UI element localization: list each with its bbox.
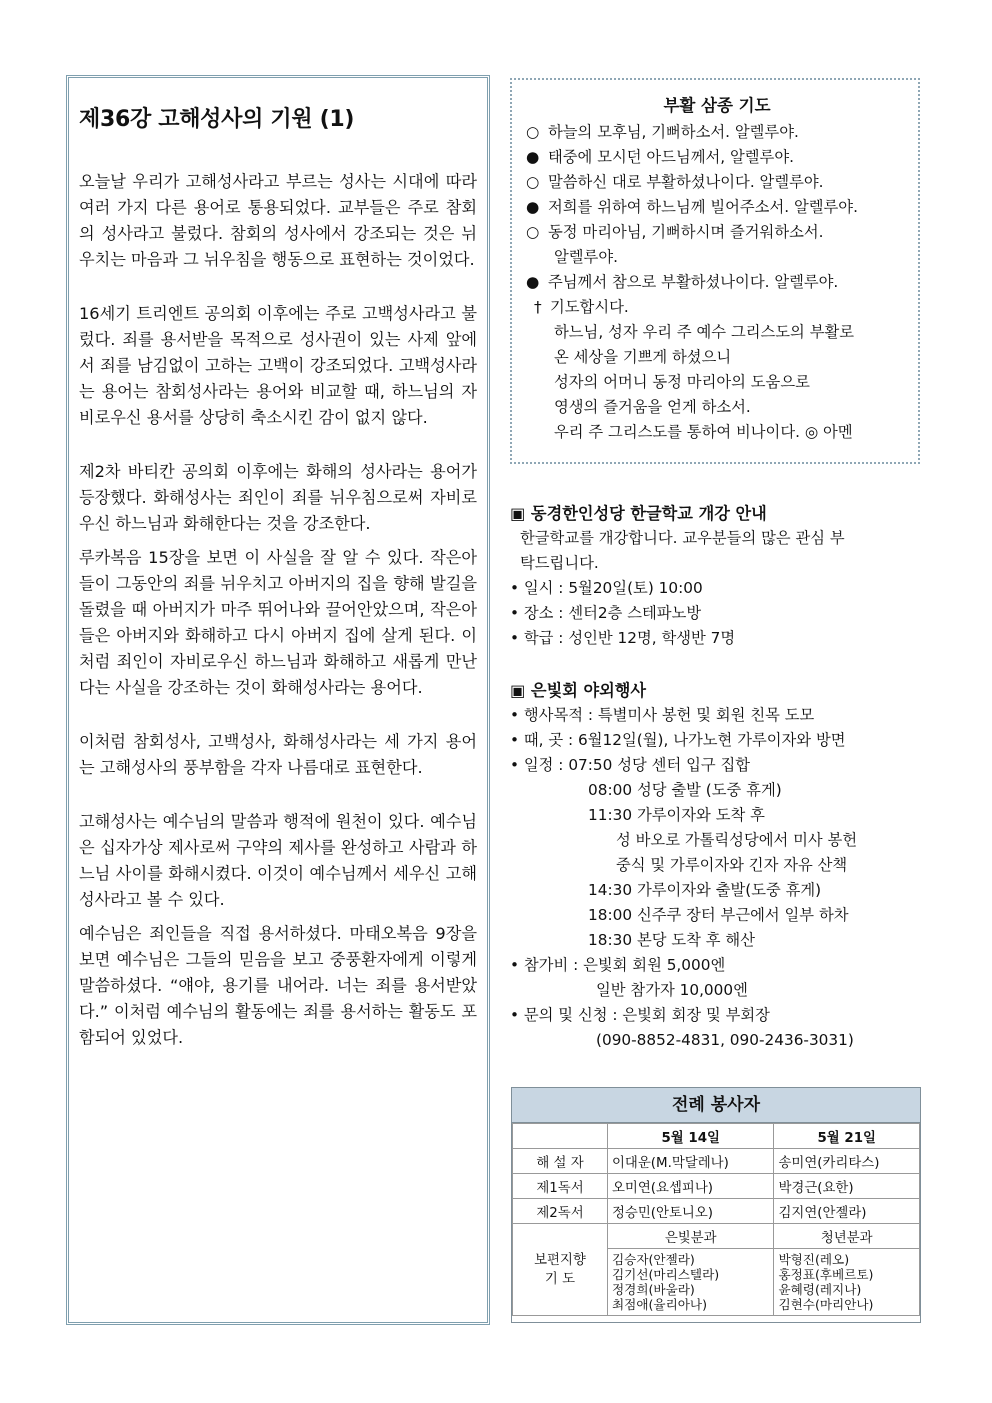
cross-icon: † [534, 298, 542, 316]
filled-circle-icon: ● [526, 198, 540, 216]
school-notice-item: • 학급 : 성인반 12명, 학생반 7명 [510, 629, 736, 647]
prayer-box [510, 78, 920, 464]
table-row [513, 1149, 920, 1174]
outing-schedule-line: 중식 및 가루이자와 긴자 자유 산책 [616, 856, 848, 874]
date-header: 5월 14일 [608, 1124, 774, 1149]
servers-table-title: 전례 봉사자 [512, 1088, 920, 1123]
outing-item: • 일정 : 07:50 성당 센터 입구 집합 [510, 756, 751, 774]
filled-circle-icon: ● [526, 273, 540, 291]
outing-notice [510, 678, 930, 1053]
server-name-list: 박형진(레오) 홍정표(후베르토) 윤혜령(레지나) 김현수(마리안나) [774, 1249, 920, 1316]
outing-schedule-line: 08:00 성당 출발 (도중 휴게) [588, 781, 782, 799]
server-name: 오미연(요셉피나) [608, 1174, 774, 1199]
school-notice-text: 탁드립니다. [520, 554, 599, 572]
servers-grid [512, 1123, 920, 1316]
role-label: 보편지향 기 도 [513, 1224, 608, 1316]
prayer-line: † 기도합시다. [526, 295, 908, 320]
empty-circle-icon: ○ [526, 223, 540, 241]
prayer-line: 온 세상을 기쁘게 하셨으니 [554, 348, 732, 366]
outing-item: 일반 참가자 10,000엔 [596, 981, 748, 999]
empty-circle-icon: ○ [526, 123, 540, 141]
server-name: 송미연(카리타스) [774, 1149, 920, 1174]
role-label: 제1독서 [513, 1174, 608, 1199]
filled-circle-icon: ● [526, 148, 540, 166]
server-name: 박경근(요한) [774, 1174, 920, 1199]
outing-schedule-line: 18:30 본당 도착 후 해산 [588, 931, 755, 949]
school-notice [510, 501, 930, 651]
group-header: 청년분과 [774, 1224, 920, 1249]
prayer-line: 영생의 즐거움을 얻게 하소서. [554, 398, 751, 416]
lecture-paragraph-5: 이처럼 참회성사, 고백성사, 화해성사라는 세 가지 용어는 고해성사의 풍부함을 각자 나름대로 표현한다. [79, 732, 477, 777]
outing-schedule-line: 11:30 가루이자와 도착 후 [588, 806, 765, 824]
prayer-line: ● 저희를 위하여 하느님께 빌어주소서. 알렐루야. [526, 195, 908, 220]
table-row [513, 1199, 920, 1224]
school-notice-item: • 일시 : 5월20일(토) 10:00 [510, 579, 703, 597]
prayer-line: ● 주님께서 참으로 부활하셨나이다. 알렐루야. [526, 270, 908, 295]
lecture-paragraph-7: 예수님은 죄인들을 직접 용서하셨다. 마태오복음 9장을 보면 예수님은 그들의 믿음을 보고 중풍환자에게 이렇게 말씀하셨다. “얘야, 용기를 내어라. 너는 죄를 용서받았다.” 이처럼 예수님의 활동에는 죄를 용서하는 활동도 포함되어 있었다. [79, 924, 477, 1047]
prayer-title: 부활 삼종 기도 [663, 96, 771, 115]
liturgy-servers-table [511, 1087, 921, 1323]
role-label: 해 설 자 [513, 1149, 608, 1174]
group-header: 은빛분과 [608, 1224, 774, 1249]
table-row [513, 1224, 920, 1249]
school-notice-title: ▣ 동경한인성당 한글학교 개강 안내 [510, 504, 767, 523]
server-name: 이대운(M.막달레나) [608, 1149, 774, 1174]
outing-schedule-line: 18:00 신주쿠 장터 부근에서 일부 하차 [588, 906, 849, 924]
prayer-line: ● 태중에 모시던 아드님께서, 알렐루야. [526, 145, 908, 170]
lecture-paragraph-1: 오늘날 우리가 고해성사라고 부르는 성사는 시대에 따라 여러 가지 다른 용어로 통용되었다. 교부들은 주로 참회의 성사라고 불렀다. 참회의 성사에서 강조되는 것은 뉘우치는 마음과 그 뉘우침을 행동으로 표현하는 것이었다. [79, 172, 477, 269]
prayer-line: 알렐루야. [554, 248, 618, 266]
outing-item: • 때, 곳 : 6월12일(월), 나가노현 가루이자와 방면 [510, 731, 846, 749]
table-row [513, 1124, 920, 1149]
outing-item: • 참가비 : 은빛회 회원 5,000엔 [510, 956, 726, 974]
lecture-box [66, 75, 490, 1325]
prayer-line: ○ 말씀하신 대로 부활하셨나이다. 알렐루야. [526, 170, 908, 195]
outing-item: • 행사목적 : 특별미사 봉헌 및 회원 친목 도모 [510, 706, 815, 724]
server-name: 김지연(안젤라) [774, 1199, 920, 1224]
role-label: 제2독서 [513, 1199, 608, 1224]
outing-contact: (090-8852-4831, 090-2436-3031) [596, 1031, 854, 1049]
server-name: 정승민(안토니오) [608, 1199, 774, 1224]
empty-circle-icon: ○ [526, 173, 540, 191]
server-name-list: 김승자(안젤라) 김기선(마리스텔라) 정경희(바울라) 최점애(율리아나) [608, 1249, 774, 1316]
outing-notice-title: ▣ 은빛회 야외행사 [510, 681, 647, 700]
lecture-paragraph-2: 16세기 트리엔트 공의회 이후에는 주로 고백성사라고 불렀다. 죄를 용서받을 목적으로 성사권이 있는 사제 앞에서 죄를 남김없이 고하는 고백이 강조되었다. 고백성사라는 용어는 참회성사라는 용어와 비교할 때, 하느님의 자비로우신 용서를 상당히 축소시킨 감이 없지 않다. [79, 304, 477, 427]
outing-schedule-line: 성 바오로 가톨릭성당에서 미사 봉헌 [616, 831, 858, 849]
outing-schedule-line: 14:30 가루이자와 출발(도중 휴게) [588, 881, 822, 899]
outing-item: • 문의 및 신청 : 은빛회 회장 및 부회장 [510, 1006, 770, 1024]
school-notice-text: 한글학교를 개강합니다. 교우분들의 많은 관심 부 [520, 529, 845, 547]
school-notice-item: • 장소 : 센터2층 스테파노방 [510, 604, 702, 622]
prayer-line: 우리 주 그리스도를 통하여 비나이다. ◎ 아멘 [554, 423, 853, 441]
lecture-paragraph-4: 루카복음 15장을 보면 이 사실을 잘 알 수 있다. 작은아들이 그동안의 죄를 뉘우치고 아버지의 집을 향해 발길을 돌렸을 때 아버지가 마주 뛰어나와 끌어안았으며, 작은아들은 아버지와 화해하고 다시 아버지 집에 살게 된다. 이처럼 죄인이 자비로우신 하느님과 화해하고 새롭게 만난다는 사실을 강조하는 것이 화해성사라는 용어다. [79, 548, 477, 697]
prayer-line: 성자의 어머니 동정 마리아의 도움으로 [554, 373, 810, 391]
lecture-paragraph-3: 제2차 바티칸 공의회 이후에는 화해의 성사라는 용어가 등장했다. 화해성사는 죄인이 죄를 뉘우침으로써 자비로우신 하느님과 화해한다는 것을 강조한다. [79, 462, 477, 533]
table-row [513, 1174, 920, 1199]
prayer-line: 하느님, 성자 우리 주 예수 그리스도의 부활로 [554, 323, 855, 341]
lecture-paragraph-6: 고해성사는 예수님의 말씀과 행적에 원천이 있다. 예수님은 십자가상 제사로써 구약의 제사를 완성하고 사람과 하느님 사이를 화해시켰다. 이것이 예수님께서 세우신 고해성사라고 볼 수 있다. [79, 812, 477, 909]
prayer-line: ○ 동정 마리아님, 기뻐하시며 즐거워하소서. [526, 220, 908, 245]
prayer-line: ○ 하늘의 모후님, 기뻐하소서. 알렐루야. [526, 120, 908, 145]
date-header: 5월 21일 [774, 1124, 920, 1149]
lecture-title: 제36강 고해성사의 기원 (1) [79, 107, 355, 132]
